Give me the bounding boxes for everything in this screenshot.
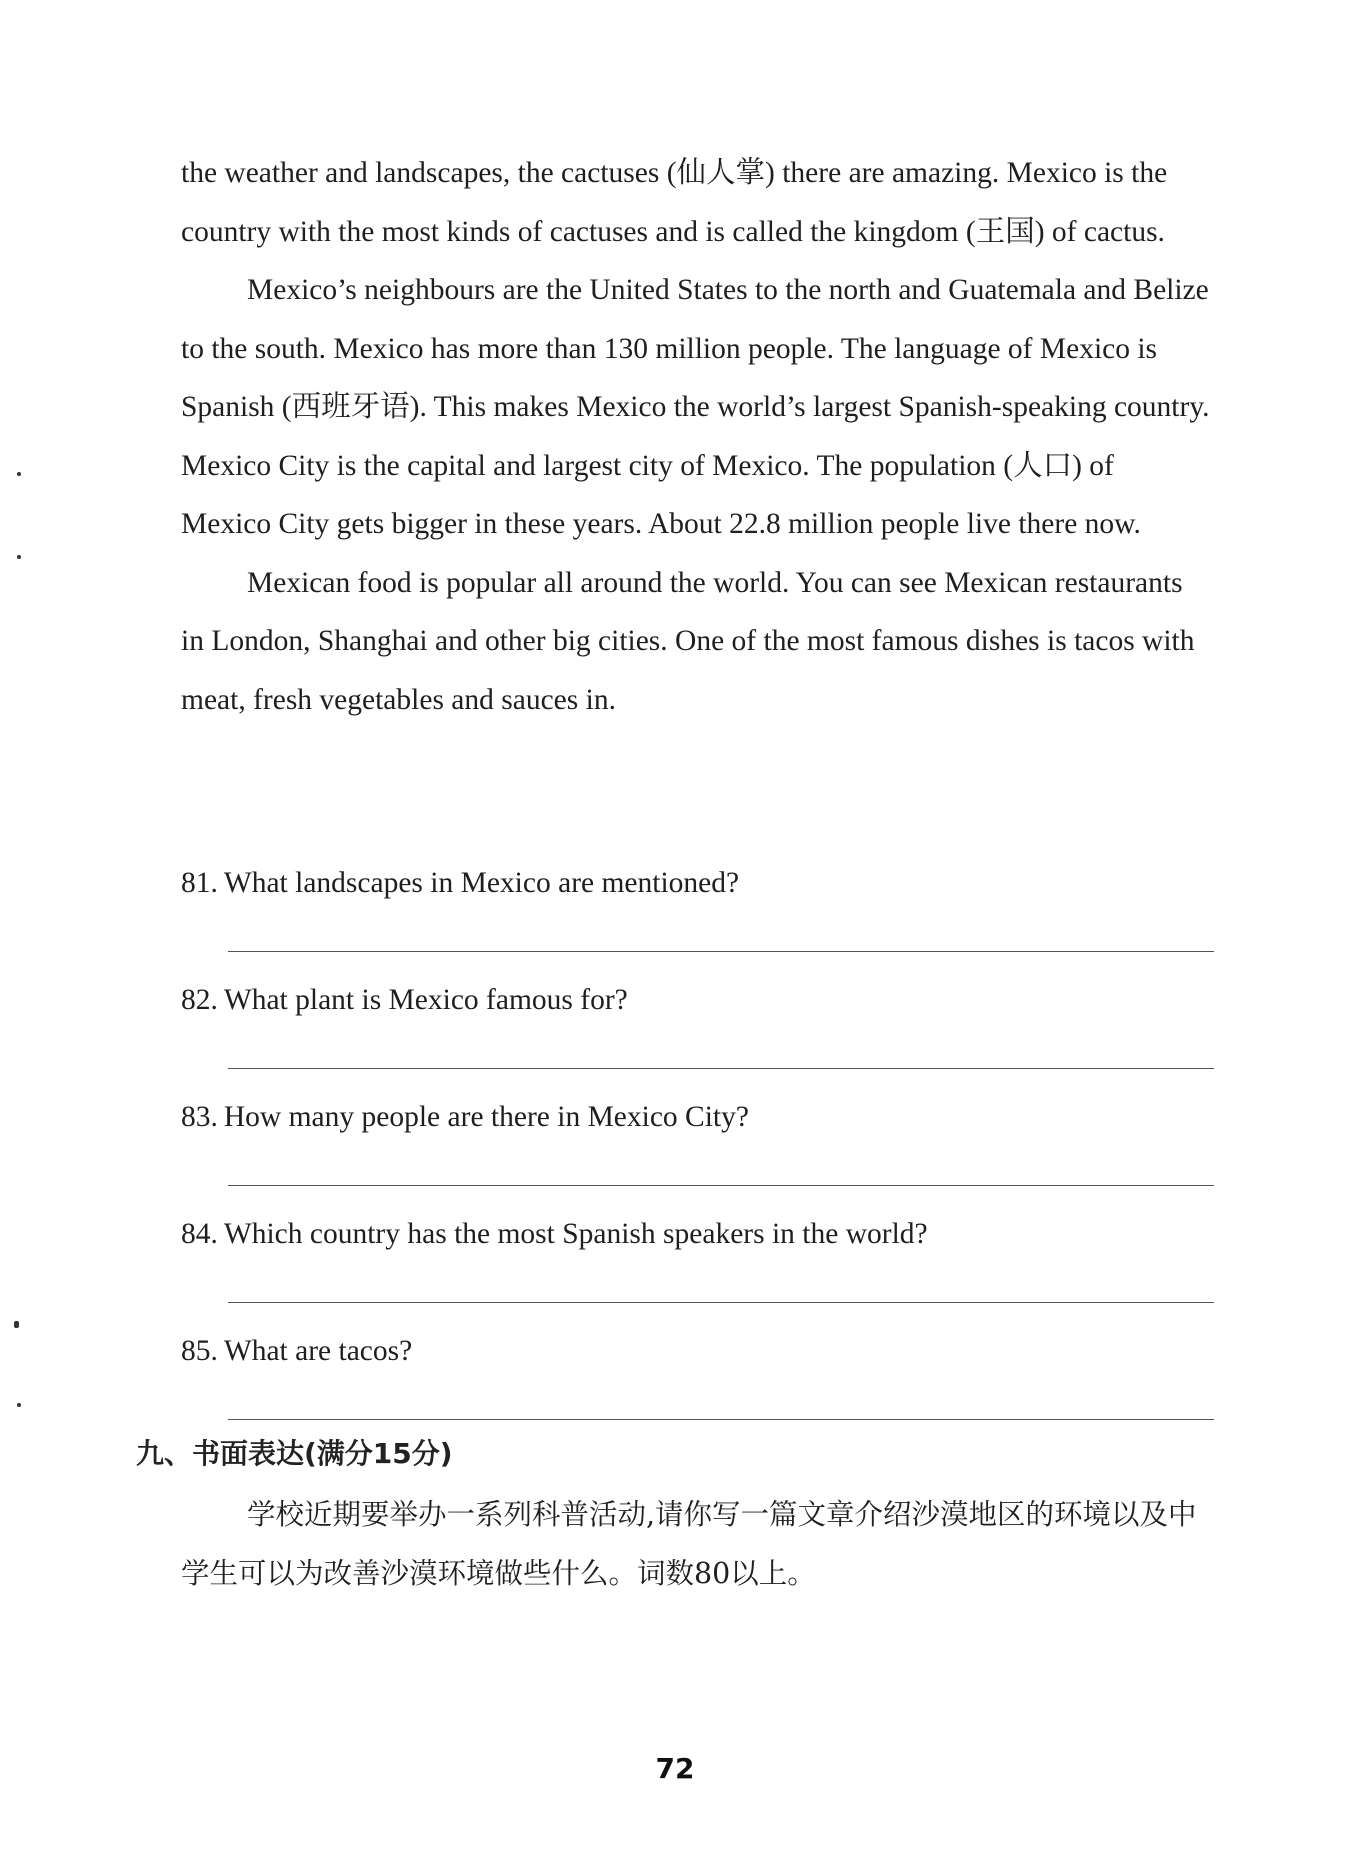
passage-paragraph-1: the weather and landscapes, the cactuses (仙人掌) there are amazing. Mexico is the country with the most kinds of cactuses and is called the kingdom (王国) of cactus. <box>181 157 1168 248</box>
question-number: 83. <box>181 1101 218 1133</box>
writing-prompt: 学校近期要举办一系列科普活动,请你写一篇文章介绍沙漠地区的环境以及中学生可以为改善沙漠环境做些什么。词数80以上。 <box>181 1498 1197 1590</box>
reading-passage <box>181 144 1211 729</box>
writing-section-title: 九、书面表达(满分15分) <box>136 1437 453 1470</box>
writing-task <box>181 1485 1221 1603</box>
passage-paragraph-3: Mexican food is popular all around the world. You can see Mexican restaurants in London, Shanghai and other big cities. One of the most famous dishes is tacos with meat, fresh vegetables and sauces in. <box>181 566 1195 716</box>
scan-dot <box>14 1321 19 1328</box>
question-85 <box>181 1322 1211 1381</box>
answer-line-83[interactable] <box>228 1185 1214 1186</box>
question-text: What are tacos? <box>223 1335 413 1367</box>
answer-line-81[interactable] <box>228 951 1214 952</box>
question-text: How many people are there in Mexico City? <box>223 1101 749 1133</box>
question-82 <box>181 971 1211 1030</box>
answer-line-85[interactable] <box>228 1419 1214 1420</box>
scan-dot <box>17 555 21 559</box>
question-number: 81. <box>181 867 218 899</box>
question-number: 82. <box>181 984 218 1016</box>
page-number: 72 <box>655 1752 695 1785</box>
question-text: Which country has the most Spanish speakers in the world? <box>223 1218 928 1250</box>
scan-dot <box>17 472 21 476</box>
question-83 <box>181 1088 1211 1147</box>
question-81 <box>181 854 1211 913</box>
passage-paragraph-2: Mexico’s neighbours are the United States to the north and Guatemala and Belize to the south. Mexico has more than 130 million people. The language of Mexico is Spanish (西班牙语). This makes Mexico the world’s largest Spanish-speaking country. Mexico City is the capital and largest city of Mexico. The population (人口) of Mexico City gets bigger in these years. About 22.8 million people live there now. <box>181 274 1210 540</box>
answer-line-82[interactable] <box>228 1068 1214 1069</box>
scan-dot <box>17 1403 21 1407</box>
question-text: What landscapes in Mexico are mentioned? <box>223 867 740 899</box>
question-text: What plant is Mexico famous for? <box>223 984 628 1016</box>
question-number: 85. <box>181 1335 218 1367</box>
question-number: 84. <box>181 1218 218 1250</box>
answer-line-84[interactable] <box>228 1302 1214 1303</box>
question-84 <box>181 1205 1211 1264</box>
